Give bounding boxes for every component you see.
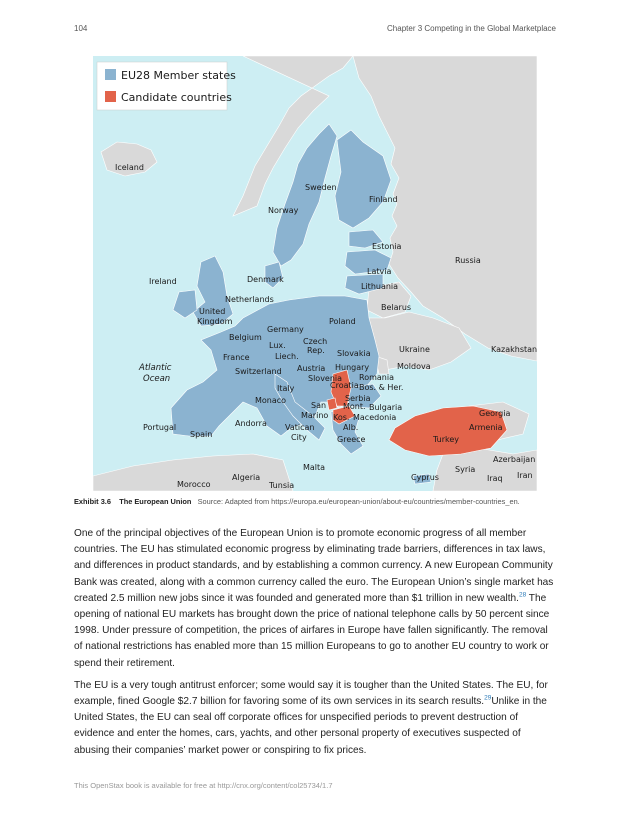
- page-number: 104: [74, 24, 88, 33]
- label-switzerland: Switzerland: [235, 367, 282, 376]
- label-armenia: Armenia: [469, 423, 503, 432]
- label-poland: Poland: [329, 317, 356, 326]
- figure-caption: [74, 497, 564, 506]
- paragraph-2a: The EU is a very tough antitrust enforcer; some would say it is tougher than the United States. The EU, for example, fined Google $2.7 billion for favoring some of its own services in its search results.: [74, 679, 548, 708]
- label-monaco: Monaco: [255, 396, 287, 405]
- label-ukraine: Ukraine: [399, 345, 430, 354]
- paragraph-1a: One of the principal objectives of the European Union is to promote economic progress of all member countries. The EU has stimulated economic progress by eliminating trade barriers, differences in tax laws, and differences in product standards, and by establishing a common currency. A new European Community Bank was created, along with a common currency called the euro. The European Union’s single market has created 2.5 million new jobs since it was founded and generated more than $1 trillion in new wealth.: [74, 528, 554, 604]
- label-czech-line2: Rep.: [307, 346, 325, 355]
- body-text: [74, 526, 558, 765]
- label-syria: Syria: [455, 465, 476, 474]
- label-kazakhstan: Kazakhstan: [491, 345, 537, 354]
- label-sm-line2: Marino: [301, 411, 329, 420]
- label-uk-line1: United: [199, 307, 226, 316]
- legend-candidate-label: Candidate countries: [121, 91, 232, 104]
- label-azerbaijan: Azerbaijan: [493, 455, 536, 464]
- map-legend: [97, 62, 236, 110]
- label-serbia: Serbia: [345, 394, 371, 403]
- label-iraq: Iraq: [487, 474, 503, 483]
- label-bulgaria: Bulgaria: [369, 403, 403, 412]
- label-algeria: Algeria: [232, 473, 261, 482]
- label-cyprus: Cyprus: [411, 473, 439, 482]
- label-italy: Italy: [277, 384, 295, 393]
- label-croatia: Croatia: [330, 381, 359, 390]
- paragraph-1: [74, 526, 558, 672]
- label-belarus: Belarus: [381, 303, 412, 312]
- label-sm-line1: San: [311, 401, 327, 410]
- eu-map: [93, 56, 537, 491]
- chapter-title: Chapter 3 Competing in the Global Marketplace: [387, 24, 556, 33]
- label-sweden: Sweden: [305, 183, 337, 192]
- label-atl-line1: Atlantic: [139, 363, 172, 373]
- label-norway: Norway: [268, 206, 299, 215]
- label-germany: Germany: [267, 325, 304, 334]
- label-moldova: Moldova: [397, 362, 431, 371]
- caption-source: Source: Adapted from https://europa.eu/european-union/about-eu/countries/member-countries_en.: [197, 497, 520, 506]
- paragraph-2: [74, 678, 558, 759]
- label-romania: Romania: [359, 373, 394, 382]
- paragraph-1b: The opening of national EU markets has brought down the price of national telephone calls by 50 percent since 1998. Under pressure of competition, the prices of airfares in Europe have fallen significantly. The removal of national restrictions has enabled more than 15 million Europeans to go to another EU country to work or spend their retirement.: [74, 592, 550, 669]
- label-iceland: Iceland: [115, 163, 144, 172]
- label-belgium: Belgium: [229, 333, 262, 342]
- label-vatican-line1: Vatican: [285, 423, 315, 432]
- legend-candidate-swatch: [105, 91, 116, 102]
- label-atl-line2: Ocean: [143, 374, 171, 384]
- label-andorra: Andorra: [235, 419, 267, 428]
- label-latvia: Latvia: [367, 267, 392, 276]
- label-slovakia: Slovakia: [337, 349, 371, 358]
- page-footer: This OpenStax book is available for free at http://cnx.org/content/col25734/1.7: [74, 781, 333, 790]
- label-estonia: Estonia: [372, 242, 402, 251]
- paragraph-2b: Unlike in the United States, the EU can seal off corporate offices for unspecified periods to prevent destruction of evidence and enter the homes, cars, yachts, and other personal property of executives suspected of abusing their companies’ market power or conspiring to fix prices.: [74, 696, 547, 756]
- label-atlantic-ocean: [138, 363, 172, 384]
- label-iran: Iran: [517, 471, 533, 480]
- label-lithuania: Lithuania: [361, 282, 399, 291]
- label-malta: Malta: [303, 463, 326, 472]
- label-czech: [303, 337, 327, 355]
- label-turkey: Turkey: [433, 435, 460, 444]
- caption-title: The European Union: [119, 497, 192, 506]
- footnote-29-link[interactable]: 29: [484, 694, 492, 702]
- label-austria: Austria: [297, 364, 326, 373]
- label-ireland: Ireland: [149, 277, 177, 286]
- label-denmark: Denmark: [247, 275, 284, 284]
- label-macedonia: Macedonia: [353, 413, 397, 422]
- label-kosovo: Kos.: [333, 413, 350, 422]
- label-spain: Spain: [190, 430, 213, 439]
- label-bos-her: Bos. & Her.: [359, 383, 404, 392]
- label-albania: Alb.: [343, 423, 359, 432]
- label-liech: Liech.: [275, 352, 299, 361]
- label-lux: Lux.: [269, 341, 286, 350]
- label-georgia: Georgia: [479, 409, 511, 418]
- label-greece: Greece: [337, 435, 366, 444]
- label-morocco: Morocco: [177, 480, 211, 489]
- label-hungary: Hungary: [335, 363, 370, 372]
- label-vatican-line2: City: [291, 433, 307, 442]
- label-finland: Finland: [369, 195, 398, 204]
- label-portugal: Portugal: [143, 423, 177, 432]
- legend-member-label: EU28 Member states: [121, 69, 236, 82]
- label-tunsia: Tunsia: [269, 481, 295, 490]
- label-czech-line1: Czech: [303, 337, 328, 346]
- legend-member-swatch: [105, 69, 116, 80]
- label-montenegro: Mont.: [343, 402, 366, 411]
- label-netherlands: Netherlands: [225, 295, 274, 304]
- label-france: France: [223, 353, 250, 362]
- label-slovenia: Slovenia: [308, 374, 343, 383]
- label-uk-line2: Kingdom: [197, 317, 233, 326]
- label-russia: Russia: [455, 256, 481, 265]
- caption-label: Exhibit 3.6: [74, 497, 111, 506]
- footnote-28-link[interactable]: 28: [518, 591, 527, 599]
- montenegro-shape: [327, 398, 337, 410]
